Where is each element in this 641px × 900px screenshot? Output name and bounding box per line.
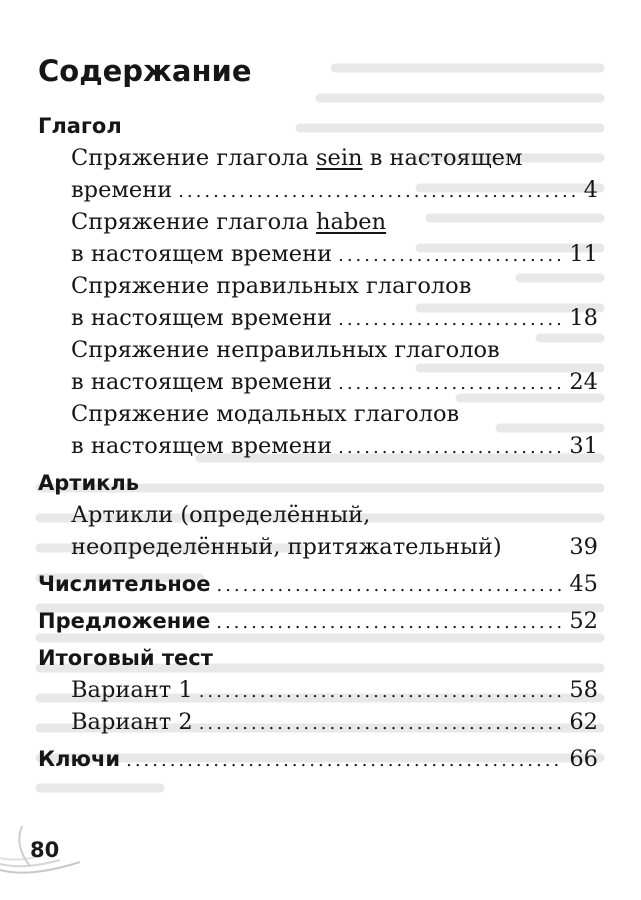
entry-text: Спряжение глагола bbox=[71, 145, 316, 171]
entry-text: Спряжение правильных глаголов bbox=[71, 273, 472, 299]
page-ref: 52 bbox=[569, 608, 598, 634]
page-ref: 24 bbox=[569, 369, 598, 395]
toc-entry-haben[interactable] bbox=[38, 206, 598, 238]
toc-entry-variant-1[interactable] bbox=[38, 674, 598, 706]
entry-text: в настоящем bbox=[362, 145, 523, 171]
page-ref: 62 bbox=[569, 709, 598, 735]
entry-text: времени bbox=[71, 177, 173, 203]
entry-text: Спряжение неправильных глаголов bbox=[71, 337, 500, 363]
page-number: 80 bbox=[30, 838, 60, 862]
entry-text: Спряжение глагола bbox=[71, 209, 316, 235]
entry-text: в настоящем времени bbox=[71, 241, 333, 267]
toc-title: Содержание bbox=[38, 54, 252, 88]
toc-entry-articles-cont[interactable] bbox=[38, 531, 598, 563]
entry-text: Артикли (определённый, bbox=[71, 502, 371, 528]
toc-entry-haben-cont[interactable] bbox=[38, 238, 598, 270]
table-of-contents bbox=[38, 48, 598, 775]
dot-leader bbox=[216, 570, 563, 602]
toc-entry-variant-2[interactable] bbox=[38, 706, 598, 738]
dot-leader bbox=[178, 176, 577, 208]
toc-section-numeral[interactable] bbox=[38, 568, 598, 600]
dot-leader bbox=[216, 607, 563, 639]
toc-entry-sein[interactable] bbox=[38, 142, 598, 174]
page-ref: 66 bbox=[569, 746, 598, 772]
dot-leader bbox=[338, 368, 563, 400]
toc-entry-sein-cont[interactable] bbox=[38, 174, 598, 206]
entry-text: Вариант 1 bbox=[71, 677, 193, 703]
page-number-badge bbox=[0, 818, 90, 878]
toc-section-keys[interactable] bbox=[38, 743, 598, 775]
dot-leader bbox=[338, 304, 563, 336]
section-label: Ключи bbox=[38, 747, 121, 771]
toc-section-final-test[interactable] bbox=[38, 642, 598, 674]
page-ref: 4 bbox=[583, 177, 598, 203]
toc-entry-modal-verbs[interactable] bbox=[38, 398, 598, 430]
dot-leader bbox=[199, 708, 564, 740]
dot-leader bbox=[338, 432, 563, 464]
underlined-word: haben bbox=[315, 209, 387, 235]
section-label: Глагол bbox=[38, 114, 122, 138]
page-ref: 31 bbox=[569, 433, 598, 459]
toc-section-verb[interactable] bbox=[38, 110, 598, 142]
section-label: Предложение bbox=[38, 609, 211, 633]
toc-entry-regular-verbs[interactable] bbox=[38, 270, 598, 302]
page-ref: 58 bbox=[569, 677, 598, 703]
toc-section-article[interactable] bbox=[38, 467, 598, 499]
page-ref: 18 bbox=[569, 305, 598, 331]
underlined-word: sein bbox=[315, 145, 363, 171]
entry-text: неопределённый, притяжательный) bbox=[71, 534, 502, 560]
entry-text: Вариант 2 bbox=[71, 709, 193, 735]
entry-text: Спряжение модальных глаголов bbox=[71, 401, 460, 427]
toc-section-sentence[interactable] bbox=[38, 605, 598, 637]
section-label: Числительное bbox=[38, 572, 211, 596]
page-ref: 11 bbox=[569, 241, 598, 267]
dot-leader bbox=[338, 240, 563, 272]
entry-text: в настоящем времени bbox=[71, 433, 333, 459]
toc-entry-modal-verbs-cont[interactable] bbox=[38, 430, 598, 462]
dot-leader bbox=[199, 676, 564, 708]
toc-entry-irregular-verbs[interactable] bbox=[38, 334, 598, 366]
page-ref: 45 bbox=[569, 571, 598, 597]
section-label: Итоговый тест bbox=[38, 646, 213, 670]
toc-entry-irregular-verbs-cont[interactable] bbox=[38, 366, 598, 398]
toc-entry-articles[interactable] bbox=[38, 499, 598, 531]
entry-text: в настоящем времени bbox=[71, 305, 333, 331]
dot-leader bbox=[126, 745, 563, 777]
entry-text: в настоящем времени bbox=[71, 369, 333, 395]
toc-entry-regular-verbs-cont[interactable] bbox=[38, 302, 598, 334]
page-ref: 39 bbox=[569, 534, 598, 560]
section-label: Артикль bbox=[38, 471, 140, 495]
